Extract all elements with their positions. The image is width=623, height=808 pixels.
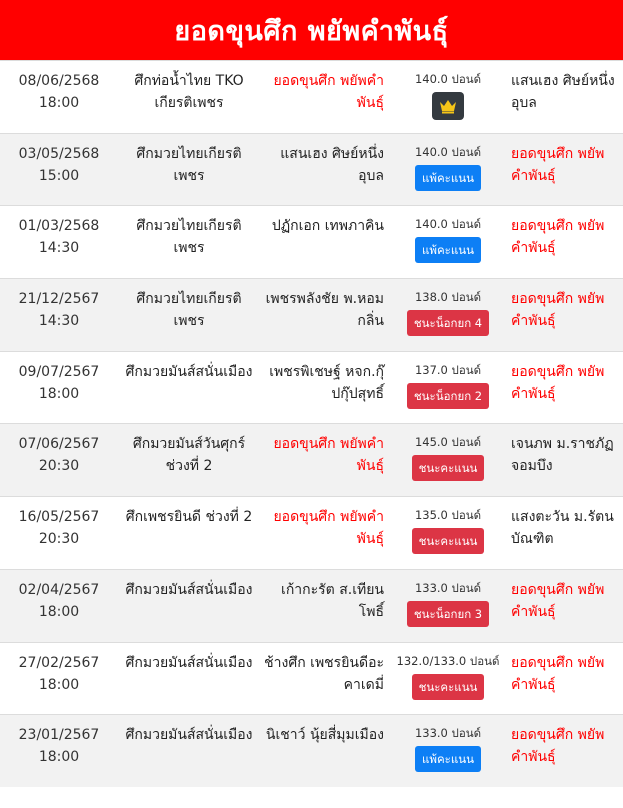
opponent-left[interactable]: ช้างศึก เพชรยินดีอะคาเดมี่ [264,654,384,693]
fight-date: 07/06/2567 20:30 [18,436,100,475]
opponent-right[interactable]: ยอดขุนศึก พยัพคำพันธุ์ [511,727,605,766]
crown-icon [432,92,464,120]
fight-result [393,215,503,263]
event-name: ศึกมวยมันส์สนั่นเมือง [125,581,253,598]
result-badge: ชนะน็อกยก 3 [407,601,489,627]
event-name: ศึกมวยไทยเกียรติเพชร [136,145,242,184]
result-badge: แพ้คะแนน [415,746,481,772]
fight-result [393,652,503,700]
fight-date: 09/07/2567 18:00 [18,363,100,402]
fight-row [0,133,623,206]
opponent-left[interactable]: ยอดขุนศึก พยัพคำพันธุ์ [273,73,384,111]
fight-date: 03/05/2568 15:00 [18,145,100,184]
event-name: ศึกท่อน้ำไทย TKO เกียรติเพชร [134,73,244,111]
weight-class: 138.0 ปอนด์ [414,290,482,305]
opponent-left[interactable]: ยอดขุนศึก พยัพคำพันธุ์ [273,436,384,475]
opponent-right[interactable]: ยอดขุนศึก พยัพคำพันธุ์ [511,363,605,402]
opponent-right[interactable]: ยอดขุนศึก พยัพคำพันธุ์ [511,291,605,330]
fight-row [0,569,623,642]
page-title: ยอดขุนศึก พยัพคำพันธุ์ [174,15,449,47]
fight-result [393,433,503,481]
fight-row [0,423,623,496]
opponent-left[interactable]: เก้ากะรัต ส.เทียนโพธิ์ [281,581,384,620]
result-badge: แพ้คะแนน [415,165,481,191]
fight-result [393,579,503,627]
fight-date: 01/03/2568 14:30 [18,218,100,257]
opponent-right[interactable]: แสนเฮง ศิษย์หนึ่งอุบล [511,73,615,111]
opponent-right[interactable]: ยอดขุนศึก พยัพคำพันธุ์ [511,218,605,257]
fight-date: 23/01/2567 18:00 [18,727,100,766]
fight-date: 27/02/2567 18:00 [18,654,100,693]
weight-class: 145.0 ปอนด์ [414,435,482,450]
fight-row [0,714,623,787]
result-badge: ชนะน็อกยก 4 [407,310,489,336]
opponent-left[interactable]: ยอดขุนศึก พยัพคำพันธุ์ [273,509,384,548]
opponent-right[interactable]: ยอดขุนศึก พยัพคำพันธุ์ [511,145,605,184]
opponent-left[interactable]: เพชรพิเชษฐ์ หจก.กุ๊ปกุ๊ปสุทธิ์ [269,363,384,402]
fight-result [393,506,503,554]
fight-row [0,278,623,351]
event-name: ศึกมวยไทยเกียรติเพชร [136,218,242,257]
event-name: ศึกมวยมันส์วันศุกร์ ช่วงที่ 2 [132,436,246,475]
fight-date: 08/06/2568 18:00 [18,73,100,111]
fight-result [393,70,503,121]
weight-class: 140.0 ปอนด์ [414,144,482,159]
fight-row [0,642,623,715]
opponent-left[interactable]: ปฏักเอก เทพภาคิน [271,218,384,235]
event-name: ศึกมวยไทยเกียรติเพชร [136,291,242,330]
page-header [0,0,623,60]
fight-row [0,60,623,133]
opponent-right[interactable]: ยอดขุนศึก พยัพคำพันธุ์ [511,654,605,693]
opponent-left[interactable]: เพชรพลังชัย พ.หอมกลิ่น [265,291,384,330]
fight-date: 21/12/2567 14:30 [18,291,100,330]
weight-class: 137.0 ปอนด์ [414,362,482,377]
fight-result [393,361,503,409]
fight-result [393,143,503,191]
fight-row [0,496,623,569]
event-name: ศึกมวยมันส์สนั่นเมือง [125,363,253,380]
weight-class: 132.0/133.0 ปอนด์ [396,653,500,668]
opponent-right[interactable]: แสงตะวัน ม.รัตนบัณฑิต [511,509,614,548]
fight-row [0,351,623,424]
weight-class: 140.0 ปอนด์ [414,217,482,232]
fight-history-list [0,60,623,787]
weight-class: 133.0 ปอนด์ [414,726,482,741]
weight-class: 140.0 ปอนด์ [414,72,482,86]
event-name: ศึกมวยมันส์สนั่นเมือง [125,727,253,744]
weight-class: 135.0 ปอนด์ [414,508,482,523]
result-badge: ชนะน็อกยก 2 [407,383,489,409]
event-name: ศึกมวยมันส์สนั่นเมือง [125,654,253,671]
result-badge: ชนะคะแนน [412,674,485,700]
weight-class: 133.0 ปอนด์ [414,580,482,595]
result-badge: ชนะคะแนน [412,455,485,481]
fight-date: 02/04/2567 18:00 [18,581,100,620]
opponent-right[interactable]: เจนภพ ม.ราชภัฏจอมบึง [511,436,614,475]
fight-result [393,288,503,336]
opponent-left[interactable]: นิเชาว์ นุ้ยสี่มุมเมือง [265,727,384,744]
fight-date: 16/05/2567 20:30 [18,509,100,548]
opponent-right[interactable]: ยอดขุนศึก พยัพคำพันธุ์ [511,581,605,620]
event-name: ศึกเพชรยินดี ช่วงที่ 2 [125,509,253,526]
result-badge: แพ้คะแนน [415,237,481,263]
fight-result [393,724,503,772]
opponent-left[interactable]: แสนเฮง ศิษย์หนึ่งอุบล [280,145,384,184]
result-badge: ชนะคะแนน [412,528,485,554]
fight-row [0,205,623,278]
